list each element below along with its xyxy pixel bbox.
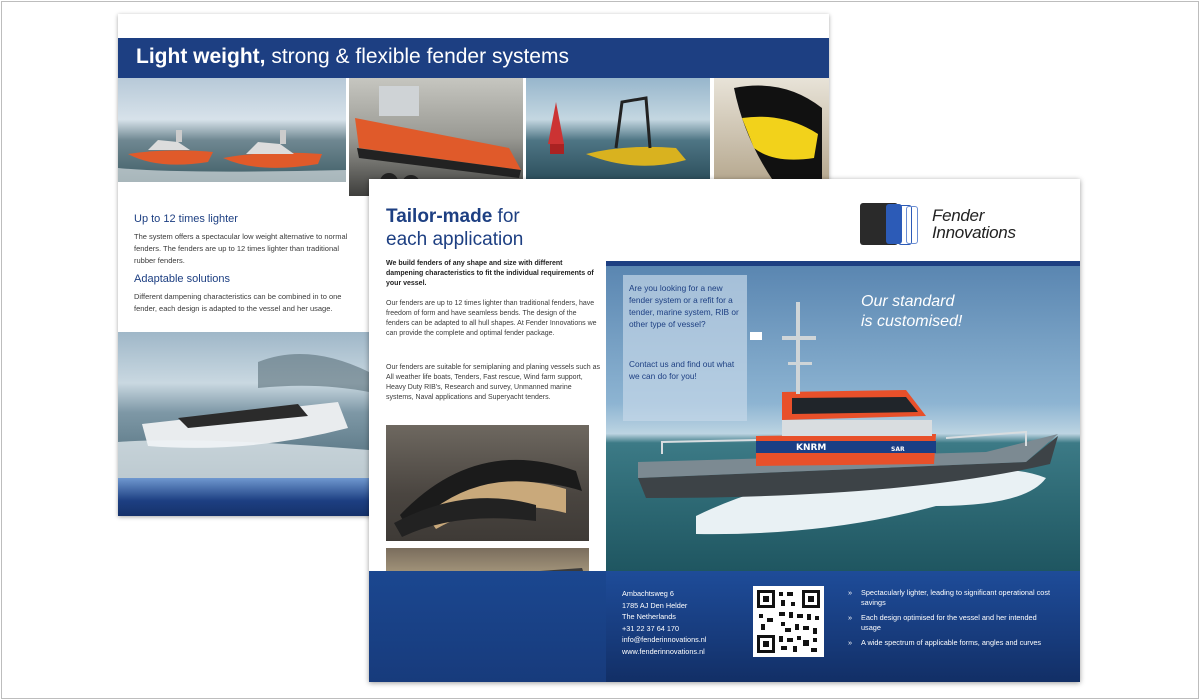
front-footer-left-band	[369, 571, 606, 682]
slogan: Our standard is customised!	[861, 293, 963, 330]
address-country: The Netherlands	[622, 612, 676, 621]
bullet-chevron-icon: »	[848, 588, 853, 597]
photo-yellow-fender-bow	[714, 78, 829, 182]
benefit-bullet-list	[848, 588, 1053, 653]
address-website: www.fenderinnovations.nl	[622, 646, 705, 656]
photo-yacht-tender	[118, 332, 369, 478]
back-subheading-lighter: Up to 12 times lighter	[134, 213, 238, 225]
back-body-lighter: The system offers a spectacular low weight alternative to normal fenders. The fenders are up to 12 times lighter than traditional rubber fenders.	[134, 232, 348, 265]
contact-address	[622, 588, 706, 657]
bullet-chevron-icon: »	[848, 613, 853, 622]
question-callout	[623, 275, 747, 421]
logo-wordmark: Fender Innovations	[932, 206, 1016, 242]
benefit-bullet: » Spectacularly lighter, leading to significant operational cost savings	[848, 588, 1051, 607]
photo-twin-ribs	[118, 78, 346, 182]
brochure-front-page	[369, 179, 1080, 682]
question-text: Are you looking for a new fender system or a refit for a tender, marine system, RIB or other type of vessel?	[629, 283, 739, 329]
back-body-adaptable: Different dampening characteristics can be combined in to one fender, each design is adapted to the vessel and her usage.	[134, 292, 342, 313]
back-header-bar	[118, 38, 829, 78]
photo-knrm-lifeboat	[606, 266, 1080, 571]
photo-buoy-unmanned-vessel	[526, 78, 710, 182]
qr-code	[753, 586, 824, 657]
address-postcode: 1785 AJ Den Helder	[622, 600, 688, 610]
photo-curved-fender	[386, 425, 589, 541]
front-paragraph-1: Our fenders are up to 12 times lighter than traditional fenders, have freedom of form and have seamless bends. The design of the fenders can be adapted to all hull shapes. At Fender Innovations we can provide the complete and optimal fender package.	[386, 300, 597, 337]
address-street: Ambachtsweg 6	[622, 589, 674, 598]
contact-cta-text: Contact us and find out what we can do for you!	[629, 359, 735, 381]
back-subheading-adaptable: Adaptable solutions	[134, 273, 231, 285]
back-header-title: Light weight, strong & flexible fender systems	[136, 45, 569, 68]
address-email: info@fenderinnovations.nl	[622, 635, 707, 644]
boat-sar-label: SAR	[891, 446, 905, 453]
boat-hull-label: KNRM	[796, 443, 827, 453]
front-paragraph-2: Our fenders are suitable for semiplaning and planing vessels such as All weather life boats, Tenders, Fast rescue, Wind farm support, Heavy Duty RIB's, Research and survey, Unmanned marine systems, Naval applications and Superyacht tenders.	[386, 364, 601, 401]
bullet-chevron-icon: »	[848, 638, 853, 647]
logo-outline-block-2-icon	[906, 206, 918, 244]
address-phone: +31 22 37 64 170	[622, 623, 680, 633]
brand-logo	[860, 201, 1060, 251]
front-intro: We build fenders of any shape and size with different dampening characteristics to fit the individual requirements of your vessel.	[386, 260, 594, 287]
benefit-bullet: » Each design optimised for the vessel and her intended usage	[848, 613, 1037, 632]
benefit-bullet: » A wide spectrum of applicable forms, angles and curves	[848, 638, 1042, 647]
front-title: Tailor-made for each application	[386, 206, 524, 250]
